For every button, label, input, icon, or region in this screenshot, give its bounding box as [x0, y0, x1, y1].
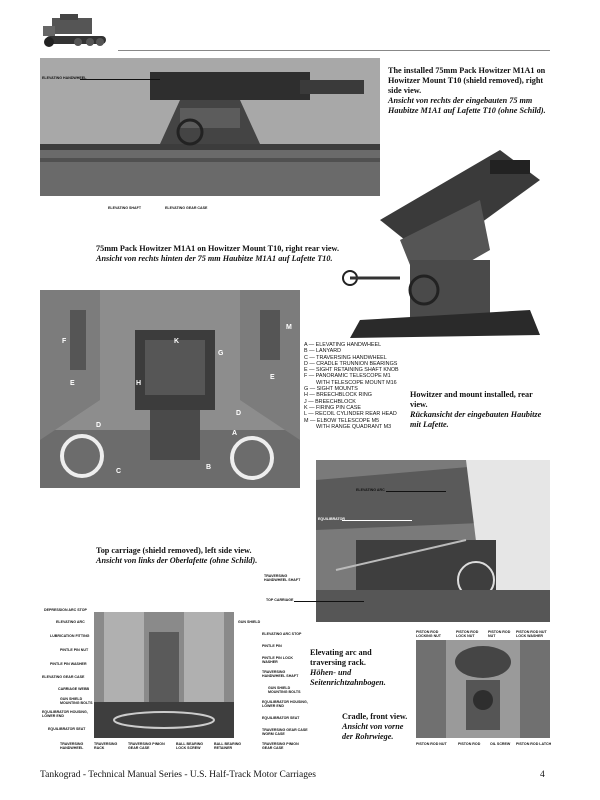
legend-item: WITH RANGE QUADRANT M3 [316, 423, 392, 430]
caption-de: Ansicht von vorne der Rohrwiege. [342, 722, 404, 741]
leader-line [80, 79, 160, 80]
legend-item: D — CRADLE TRUNNION BEARINGS [304, 360, 398, 367]
label-elevating-handwheel: ELEVATING HANDWHEEL [42, 76, 87, 80]
label-carriage-webb: CARRIAGE WEBB [58, 687, 90, 691]
legend-item: A — ELEVATING HANDWHEEL [304, 342, 382, 348]
label-traversing-rack: TRAVERSING RACK [94, 742, 118, 750]
label-gun-shield-mounting-bolts-left: GUN SHIELD MOUNTING BOLTS [60, 697, 93, 705]
label-elevating-gear-case: ELEVATING GEAR CASE [165, 206, 208, 210]
label-traversing-handwheel: TRAVERSING HANDWHEEL [60, 742, 84, 750]
photo-letter: B [206, 464, 212, 471]
photo-howitzer-rear-view [40, 290, 300, 488]
label-piston-rod-nut-top: PISTON ROD NUT [488, 630, 511, 638]
header-logo [40, 12, 108, 50]
photo-cradle-front-view [416, 640, 550, 738]
label-equilibrator-seat-left: EQUILIBRATOR SEAT [48, 727, 86, 731]
label-elevating-gear-case-left: ELEVATING GEAR CASE [42, 675, 85, 679]
photo-letter: E [70, 380, 75, 387]
caption-photo-1 [388, 66, 548, 116]
photo-howitzer-right-rear [340, 140, 550, 340]
photo-letter: A [232, 430, 238, 437]
leader-line [386, 491, 446, 492]
label-top-carriage: TOP CARRIAGE [266, 598, 294, 602]
label-piston-rod-latch: PISTON ROD LATCH [516, 742, 552, 746]
photo-letter: D [96, 422, 102, 429]
label-traversing-gear-case-worm-case: TRAVERSING GEAR CASE WORM CASE [262, 728, 308, 736]
photo-letter: K [174, 338, 180, 345]
legend-item: B — LANYARD [304, 348, 342, 355]
caption-de: Ansicht von rechts der eingebauten 75 mm Haubitze M1A1 auf Lafette T10 (ohne Schild). [388, 96, 546, 115]
label-lubrication-fitting: LUBRICATION FITTING [50, 634, 90, 638]
label-equilibrator-housing-right: EQUILIBRATOR HOUSING, LOWER END [262, 700, 308, 708]
photo-letter: G [218, 350, 224, 357]
label-depression-arc-stop: DEPRESSION ARC STOP [44, 608, 87, 612]
label-elevating-arc-stop: ELEVATING ARC STOP [262, 632, 302, 636]
caption-photo-4 [96, 546, 296, 566]
label-traversing-handwheel-shaft-right: TRAVERSING HANDWHEEL SHAFT [262, 670, 299, 678]
caption-en: 75mm Pack Howitzer M1A1 on Howitzer Mount T10, right rear view. [96, 244, 340, 253]
leader-line [342, 520, 412, 521]
legend-item: WITH TELESCOPE MOUNT M16 [316, 379, 397, 386]
legend-item: J — BREECHBLOCK [304, 398, 356, 405]
label-ball-bearing-lock-screw: BALL BEARING LOCK SCREW [176, 742, 204, 750]
caption-en: Top carriage (shield removed), left side view. [96, 546, 252, 555]
photo-letter: C [116, 468, 122, 475]
label-elevating-arc-left: ELEVATING ARC [56, 620, 85, 624]
caption-de: Rückansicht der eingebauten Haubitze mit Lafette. [410, 410, 542, 429]
photo-top-carriage-left-side [316, 460, 550, 622]
legend-item: K — FIRING PIN CASE [304, 404, 361, 411]
label-piston-rod-locking-nut: PISTON ROD LOCKING NUT [416, 630, 441, 638]
leader-line [294, 601, 364, 602]
photo-letter: F [62, 338, 67, 345]
photo-letter: E [270, 374, 275, 381]
photo-elevating-arc-traversing-rack [94, 612, 234, 738]
parts-legend [304, 342, 399, 430]
legend-item: L — RECOIL CYLINDER REAR HEAD [304, 411, 397, 418]
caption-photo-3 [410, 390, 550, 430]
legend-item: C — TRAVERSING HANDWHEEL [304, 354, 387, 361]
legend-item: E — SIGHT RETAINING SHAFT KNOB [304, 367, 399, 374]
label-traversing-pinion-gear-case-2: TRAVERSING PINION GEAR CASE [262, 742, 299, 750]
legend-item: H — BREECHBLOCK RING [304, 392, 372, 399]
caption-de: Ansicht von rechts hinten der 75 mm Haubitze M1A1 auf Lafette T10. [96, 254, 333, 263]
caption-de: Ansicht von links der Oberlafette (ohne Schild). [96, 556, 258, 565]
label-gun-shield: GUN SHIELD [238, 620, 261, 624]
page-number: 4 [540, 770, 545, 780]
label-gun-shield-mounting-bolts-right: GUN SHIELD MOUNTING BOLTS [268, 686, 301, 694]
label-oil-screw: OIL SCREW [490, 742, 511, 746]
header-rule [118, 50, 550, 51]
photo-letter: D [236, 410, 242, 417]
label-traversing-pinion-gear-case: TRAVERSING PINION GEAR CASE [128, 742, 165, 750]
photo-letter: H [136, 380, 142, 387]
label-equilibrator-housing-left: EQUILIBRATOR HOUSING, LOWER END [42, 710, 88, 718]
caption-de: Höhen- und Seitenrichtzahnbogen. [310, 668, 386, 687]
label-piston-rod-lock-nut: PISTON ROD LOCK NUT [456, 630, 479, 638]
label-pintle-pin-nut: PINTLE PIN NUT [60, 648, 89, 652]
label-elevating-shaft: ELEVATING SHAFT [108, 206, 142, 210]
label-pintle-pin-lock-washer: PINTLE PIN LOCK WASHER [262, 656, 293, 664]
label-equilibrator-seat-right: EQUILIBRATOR SEAT [262, 716, 300, 720]
label-piston-rod: PISTON ROD [458, 742, 481, 746]
label-pintle-pin-washer: PINTLE PIN WASHER [50, 662, 87, 666]
footer-series-title: Tankograd - Technical Manual Series - U.S. Half-Track Motor Carriages [40, 770, 316, 780]
caption-en: Howitzer and mount installed, rear view. [410, 390, 533, 409]
label-ball-bearing-retainer: BALL BEARING RETAINER [214, 742, 242, 750]
caption-photo-6 [342, 712, 414, 742]
caption-photo-2 [96, 244, 346, 264]
legend-item: G — SIGHT MOUNTS [304, 386, 358, 393]
label-piston-rod-nut-bottom: PISTON ROD NUT [416, 742, 447, 746]
label-elevating-arc: ELEVATING ARC [356, 488, 385, 492]
halftrack-vehicle-icon [40, 12, 108, 50]
caption-en: The installed 75mm Pack Howitzer M1A1 on Howitzer Mount T10 (shield removed), right side view. [388, 66, 546, 95]
label-traversing-handwheel-shaft: TRAVERSING HANDWHEEL SHAFT [264, 574, 301, 582]
legend-item: M — ELBOW TELESCOPE M5 [304, 417, 380, 424]
label-piston-rod-nut-lock-washer: PISTON ROD NUT LOCK WASHER [516, 630, 547, 638]
caption-en: Elevating arc and traversing rack. [310, 648, 372, 667]
caption-en: Cradle, front view. [342, 712, 408, 721]
caption-photo-5 [310, 648, 400, 688]
label-equilibrator: EQUILIBRATOR [318, 517, 346, 521]
legend-item: F — PANORAMIC TELESCOPE M1 [304, 373, 391, 380]
label-pintle-pin: PINTLE PIN [262, 644, 282, 648]
photo-letter: M [286, 324, 292, 331]
